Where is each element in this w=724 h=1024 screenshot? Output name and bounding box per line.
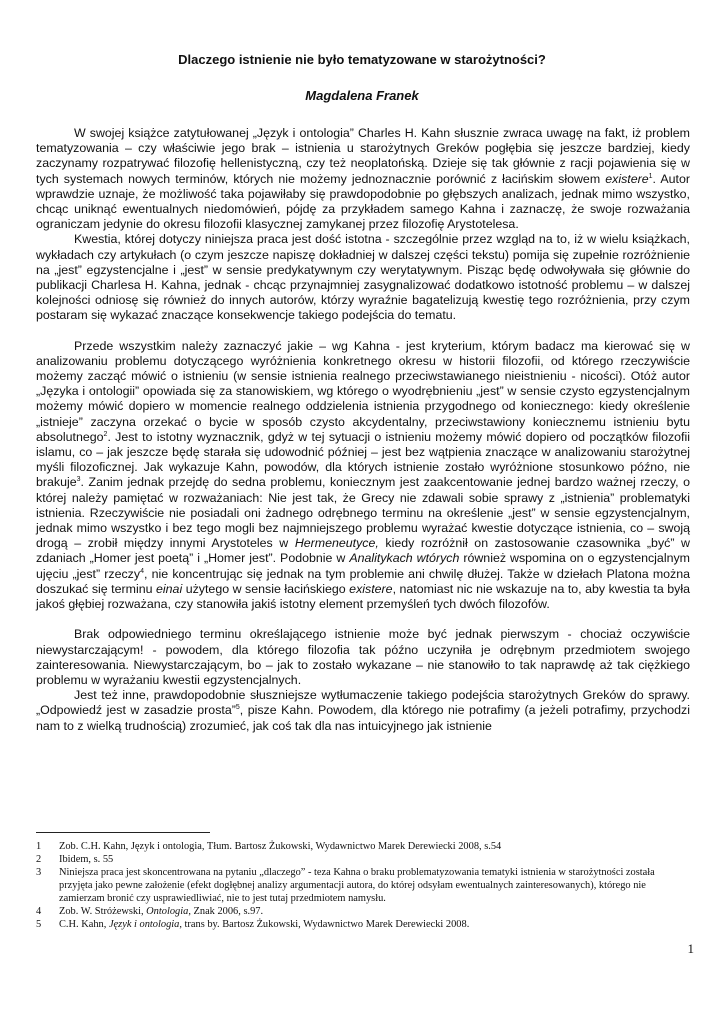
footnote-number: 4 xyxy=(36,906,42,917)
footnote-ref-1[interactable]: 1 xyxy=(648,172,653,180)
footnote-number: 5 xyxy=(36,919,42,930)
body-text xyxy=(36,126,690,734)
footnote-item xyxy=(36,905,688,918)
page-title: Dlaczego istnienie nie było tematyzowane w starożytności? xyxy=(178,52,546,67)
footnote-ref-3[interactable]: 3 xyxy=(76,476,81,484)
footnote-item xyxy=(36,853,688,866)
author-name: Magdalena Franek xyxy=(305,88,419,103)
paragraph-2: Kwestia, której dotyczy niniejsza praca jest dość istotna - szczególnie przez wzgląd na to, iż w wielu książkach, wykładach czy artykułach (o czym jeszcze napiszę dokładniej w dalszej części tekstu) pomija się zupełnie rozróżnienie na „jest” egzystencjalne i „jest” w sensie predykatywnym czy werytatywnym. Pisząc będę odwoływała się głównie do publikacji Charlesa H. Kahna, jednak - chcąc przynajmniej zasygnalizować dodatkowo istotność problemu – w dalszej kolejności odniosę się również do innych autorów, którzy wyraźnie bagatelizują kwestię tego rozróżnienia, przy czym postaram się wykazać znaczące konsekwencje takiego podejścia do tematu. xyxy=(36,232,690,323)
footnote-ref-2[interactable]: 2 xyxy=(103,430,108,438)
footnote-separator xyxy=(36,832,210,833)
paragraph-gap xyxy=(36,324,690,339)
page-number: 1 xyxy=(687,941,694,956)
footnote-text: Ibidem, s. 55 xyxy=(59,854,114,865)
paragraph-gap xyxy=(36,612,690,627)
footnote-item xyxy=(36,866,688,905)
paragraph-1: W swojej książce zatytułowanej „Język i ontologia” Charles H. Kahn słusznie zwraca uwagę na fakt, iż problem tematyzowania – czy właściwie jego brak – istnienia u starożytnych Greków pogłębia się jeszcze bardziej, kiedy zaczynamy rozpatrywać filozofię hellenistyczną, czy też neoplatońską. Dzieje się tak głównie z racji pojawienia się w tych systemach nowych terminów, których nie możemy jednoznacznie porównić z łacińskim słowem existere$^1$. Autor wprawdzie uznaje, że możliwość taka pojawiłaby się prawdopodobnie po głębszych analizach, jednak mimo wszystko, chcąc uniknąć ewentualnych niedomówień, pójdę za przykładem samego Kahna i zaznaczę, że swoje rozważania ograniczam jedynie do okresu filozofii klasycznej zamykanej przez filozofię Arystotelesa. xyxy=(36,126,690,232)
paragraph-4: Brak odpowiedniego terminu określającego istnienie może być jednak pierwszym - chociaż oczywiście niewystarczającym! - powodem, dla którego filozofia tak późno uczyniła je odrębnym przedmiotem swojego zainteresowania. Niewystarczającym, bo – jak to zostało wykazane – nie stanowiło to tak naprawdę aż tak ciężkiego problemu w wyrażaniu kwestii egzystencjalnych. xyxy=(36,627,690,687)
footnote-number: 3 xyxy=(36,867,42,878)
footnote-text: C.H. Kahn, Język i ontologia, trans by. Bartosz Żukowski, Wydawnictwo Marek Derewiecki 2008. xyxy=(59,919,470,930)
footnotes xyxy=(36,840,688,931)
footnote-number: 2 xyxy=(36,854,42,865)
footnote-text: Niniejsza praca jest skoncentrowana na pytaniu „dlaczego” - teza Kahna o braku problematyzowania tematyki istnienia w starożytności została przyjęta jako pewne założenie (efekt dogłębnej analizy argumentacji autora, do której odsyłam ewentualnych zainteresowanych), którego nie zamierzam bronić czy usprawiedliwiać, nie to jest tutaj przedmiotem namysłu. xyxy=(59,867,655,904)
footnote-number: 1 xyxy=(36,841,42,852)
paragraph-3: Przede wszystkim należy zaznaczyć jakie – wg Kahna - jest kryterium, którym badacz ma kierować się w analizowaniu problemu dotyczącego wyróżnienia konkretnego okresu w historii filozofii, od którego rzeczywiście możemy zacząć mówić o istnieniu (w sensie istnienia realnego przeciwstawianego nieistnieniu - nicości). Otóż autor „Języka i ontologii” opowiada się za stanowiskiem, wg którego o wyodrębnieniu „jest” w sensie czysto egzystencjalnym możemy mówić dopiero w momencie realnego oddzielenia istnienia przygodnego od koniecznego: kiedy określenie „istnieje” zaczyna orzekać o bycie w sposób czysto akcydentalny, przeciwstawiony koniecznemu istnieniu bytu absolutnego$^2$. Jest to istotny wyznacznik, gdyż w tej sytuacji o istnieniu możemy mówić dopiero od początków filozofii islamu, co – jak jeszcze będę starała się udowodnić później – jest bez wątpienia znaczące w analizowaniu starożytnej myśli filozoficznej. Jak wykazuje Kahn, powodów, dla których istnienie zostało wyróżnione stosunkowo późno, nie brakuje$^3$. Zanim jednak przejdę do sedna problemu, koniecznym jest zaakcentowanie jednej bardzo ważnej rzeczy, o której należy pamiętać w rozważaniach: Nie jest tak, że Grecy nie zdawali sobie sprawy z „istnienia” problematyki istnienia. Rzeczywiście nie posiadali oni żadnego odrębnego terminu na określenie „jest” w sensie egzystencjalnym, jednak mimo wszystko i bez tego mogli bez najmniejszego problemu wyrażać kwestie dotyczące istnienia, co – swoją drogą – zrobił między innymi Arystoteles w Hermeneutyce, kiedy rozróżnił on zastosowanie czasownika „być” w zdaniach „Homer jest poetą” i „Homer jest”. Podobnie w Analitykach wtórych również wspomina on o egzystencjalnym ujęciu „jest” rzeczy$^4$, nie koncentrując się jednak na tym problemie ani chwilę dłużej. Także w dziełach Platona można doszukać się terminu einai użytego w sensie łacińskiego existere, natomiast nic nie wskazuje na to, aby kwestia ta była jakoś głębiej rozważana, czy stanowiła jakiś istotny element przemyśleń tych dwóch filozofów. xyxy=(36,338,691,612)
footnote-ref-5[interactable]: 5 xyxy=(235,704,240,712)
footnote-text: Zob. W. Stróżewski, Ontologia, Znak 2006, s.97. xyxy=(59,906,264,917)
footnote-text: Zob. C.H. Kahn, Język i ontologia, Tłum. Bartosz Żukowski, Wydawnictwo Marek Derewiecki 2008, s.54 xyxy=(59,841,502,852)
footnote-item xyxy=(36,840,688,853)
footnote-ref-4[interactable]: 4 xyxy=(140,567,144,575)
footnote-item xyxy=(36,918,688,931)
paragraph-5: Jest też inne, prawdopodobnie słuszniejsze wytłumaczenie takiego podejścia starożytnych Greków do sprawy. „Odpowiedź jest w zasadzie prosta”$^5$, pisze Kahn. Powodem, dla którego nie potrafimy (a jeżeli potrafimy, przychodzi nam to z wielką trudnością) zrozumieć, jak coś tak dla nas intuicyjnego jak istnienie xyxy=(36,688,690,733)
